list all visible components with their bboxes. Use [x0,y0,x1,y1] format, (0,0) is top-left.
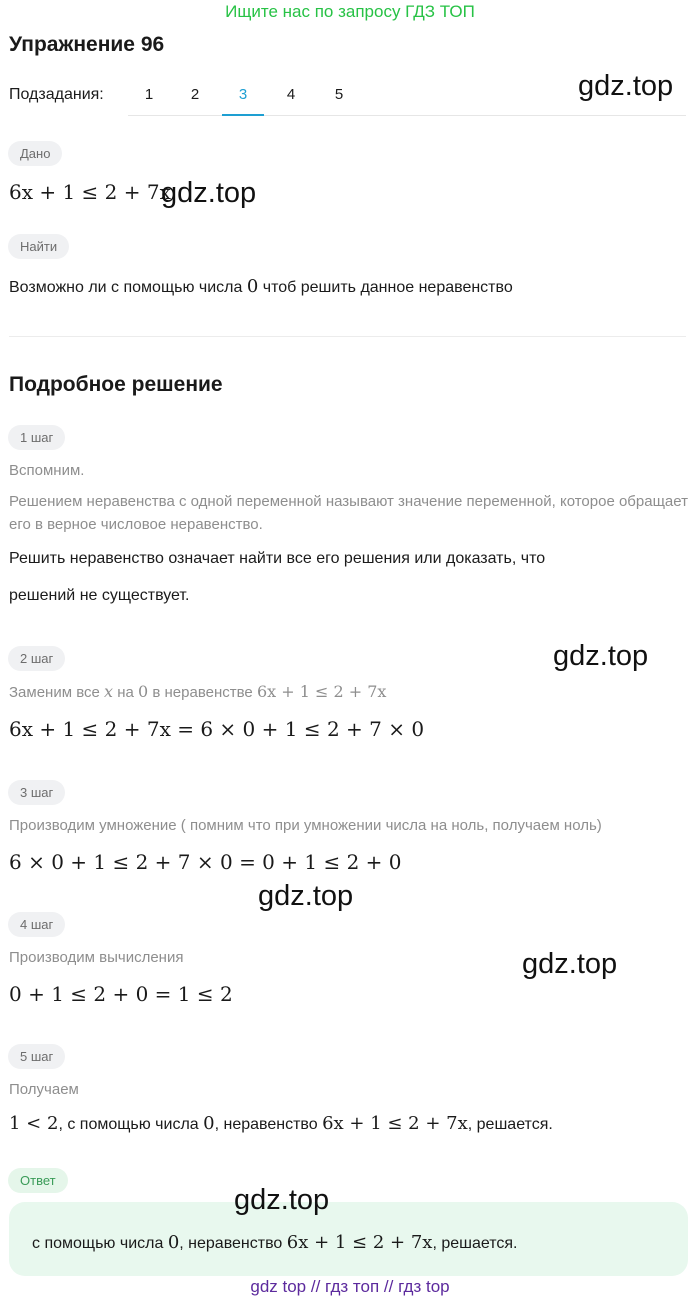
answer-text-b: , неравенство [179,1235,283,1252]
page-title: Упражнение 96 [9,33,165,56]
find-math: 0 [246,276,259,297]
find-badge: Найти [8,234,69,259]
answer-math-a: 0 [167,1232,180,1253]
subtask-tab-2[interactable]: 2 [190,86,200,103]
step-2-desc-c: в неравенстве [152,684,253,701]
subtasks-label: Подзадания: [9,86,104,103]
find-text [9,276,513,297]
step-2-desc-b: на [117,684,134,701]
footer-link-gdz-top-ru[interactable]: гдз топ [325,1277,380,1296]
given-badge: Дано [8,141,62,166]
watermark: gdz.top [522,948,618,980]
step-5-result [9,1113,553,1134]
step-5-text-c: , решается. [467,1116,553,1133]
step-5-text-b: , неравенство [214,1116,318,1133]
step-2-description [9,680,386,704]
answer-text [32,1232,517,1253]
watermark: gdz.top [553,640,649,672]
step-1-badge: 1 шаг [8,425,65,450]
find-text-after: чтоб решить данное неравенство [262,279,513,296]
section-divider [9,336,686,337]
answer-badge: Ответ [8,1168,68,1193]
answer-math-b: 6x + 1 ≤ 2 + 7x [286,1232,433,1253]
step-4-description: Производим вычисления [9,949,184,966]
step-4-badge: 4 шаг [8,912,65,937]
answer-text-c: , решается. [432,1235,518,1252]
solution-title: Подробное решение [9,373,223,396]
step-2-badge: 2 шаг [8,646,65,671]
step-3-expression: 6 × 0 + 1 ≤ 2 + 7 × 0 = 0 + 1 ≤ 2 + 0 [9,850,402,874]
step-2-desc-zero: 0 [138,682,149,701]
subtask-tab-4[interactable]: 4 [286,86,296,103]
step-1-definition: Решением неравенства с одной переменной называют значение переменной, которое обращает его в верное числовое неравенство. [9,493,688,533]
step-1-main-line-2: решений не существует. [9,587,190,604]
footer-links [0,1277,700,1297]
step-2-desc-a: Заменим все [9,684,100,701]
step-3-description: Производим умножение ( помним что при умножении числа на ноль, получаем ноль) [9,817,602,834]
find-text-before: Возможно ли с помощью числа [9,279,243,296]
watermark: gdz.top [161,177,257,209]
step-5-badge: 5 шаг [8,1044,65,1069]
step-5-description: Получаем [9,1081,79,1098]
footer-link-gdz-top[interactable]: gdz top [250,1277,307,1296]
footer-separator: // [383,1277,394,1296]
step-4-expression: 0 + 1 ≤ 2 + 0 = 1 ≤ 2 [9,982,233,1006]
search-promo-banner[interactable]: Ищите нас по запросу ГДЗ ТОП [225,2,475,21]
step-5-math-b: 0 [203,1113,215,1134]
watermark: gdz.top [578,70,674,102]
step-2-desc-var: x [104,682,114,701]
step-5-text-a: , с помощью числа [58,1116,199,1133]
subtask-tab-5[interactable]: 5 [334,86,344,103]
given-expression: 6x + 1 ≤ 2 + 7x [9,180,171,204]
subtask-tab-1[interactable]: 1 [144,86,154,103]
footer-link-gdz-top-mixed[interactable]: гдз top [398,1277,450,1296]
footer-separator: // [310,1277,321,1296]
step-2-desc-math: 6x + 1 ≤ 2 + 7x [256,682,387,701]
answer-text-a: с помощью числа [32,1235,164,1252]
step-5-math-a: 1 < 2 [9,1113,59,1134]
step-2-expression: 6x + 1 ≤ 2 + 7x = 6 × 0 + 1 ≤ 2 + 7 × 0 [9,717,425,741]
step-1-lead: Вспомним. [9,462,85,479]
watermark: gdz.top [234,1184,330,1216]
step-5-math-c: 6x + 1 ≤ 2 + 7x [322,1113,468,1134]
watermark: gdz.top [258,880,354,912]
step-1-main-line-1: Решить неравенство означает найти все его решения или доказать, что [9,550,546,567]
step-3-badge: 3 шаг [8,780,65,805]
subtask-tab-3[interactable]: 3 [222,76,264,116]
